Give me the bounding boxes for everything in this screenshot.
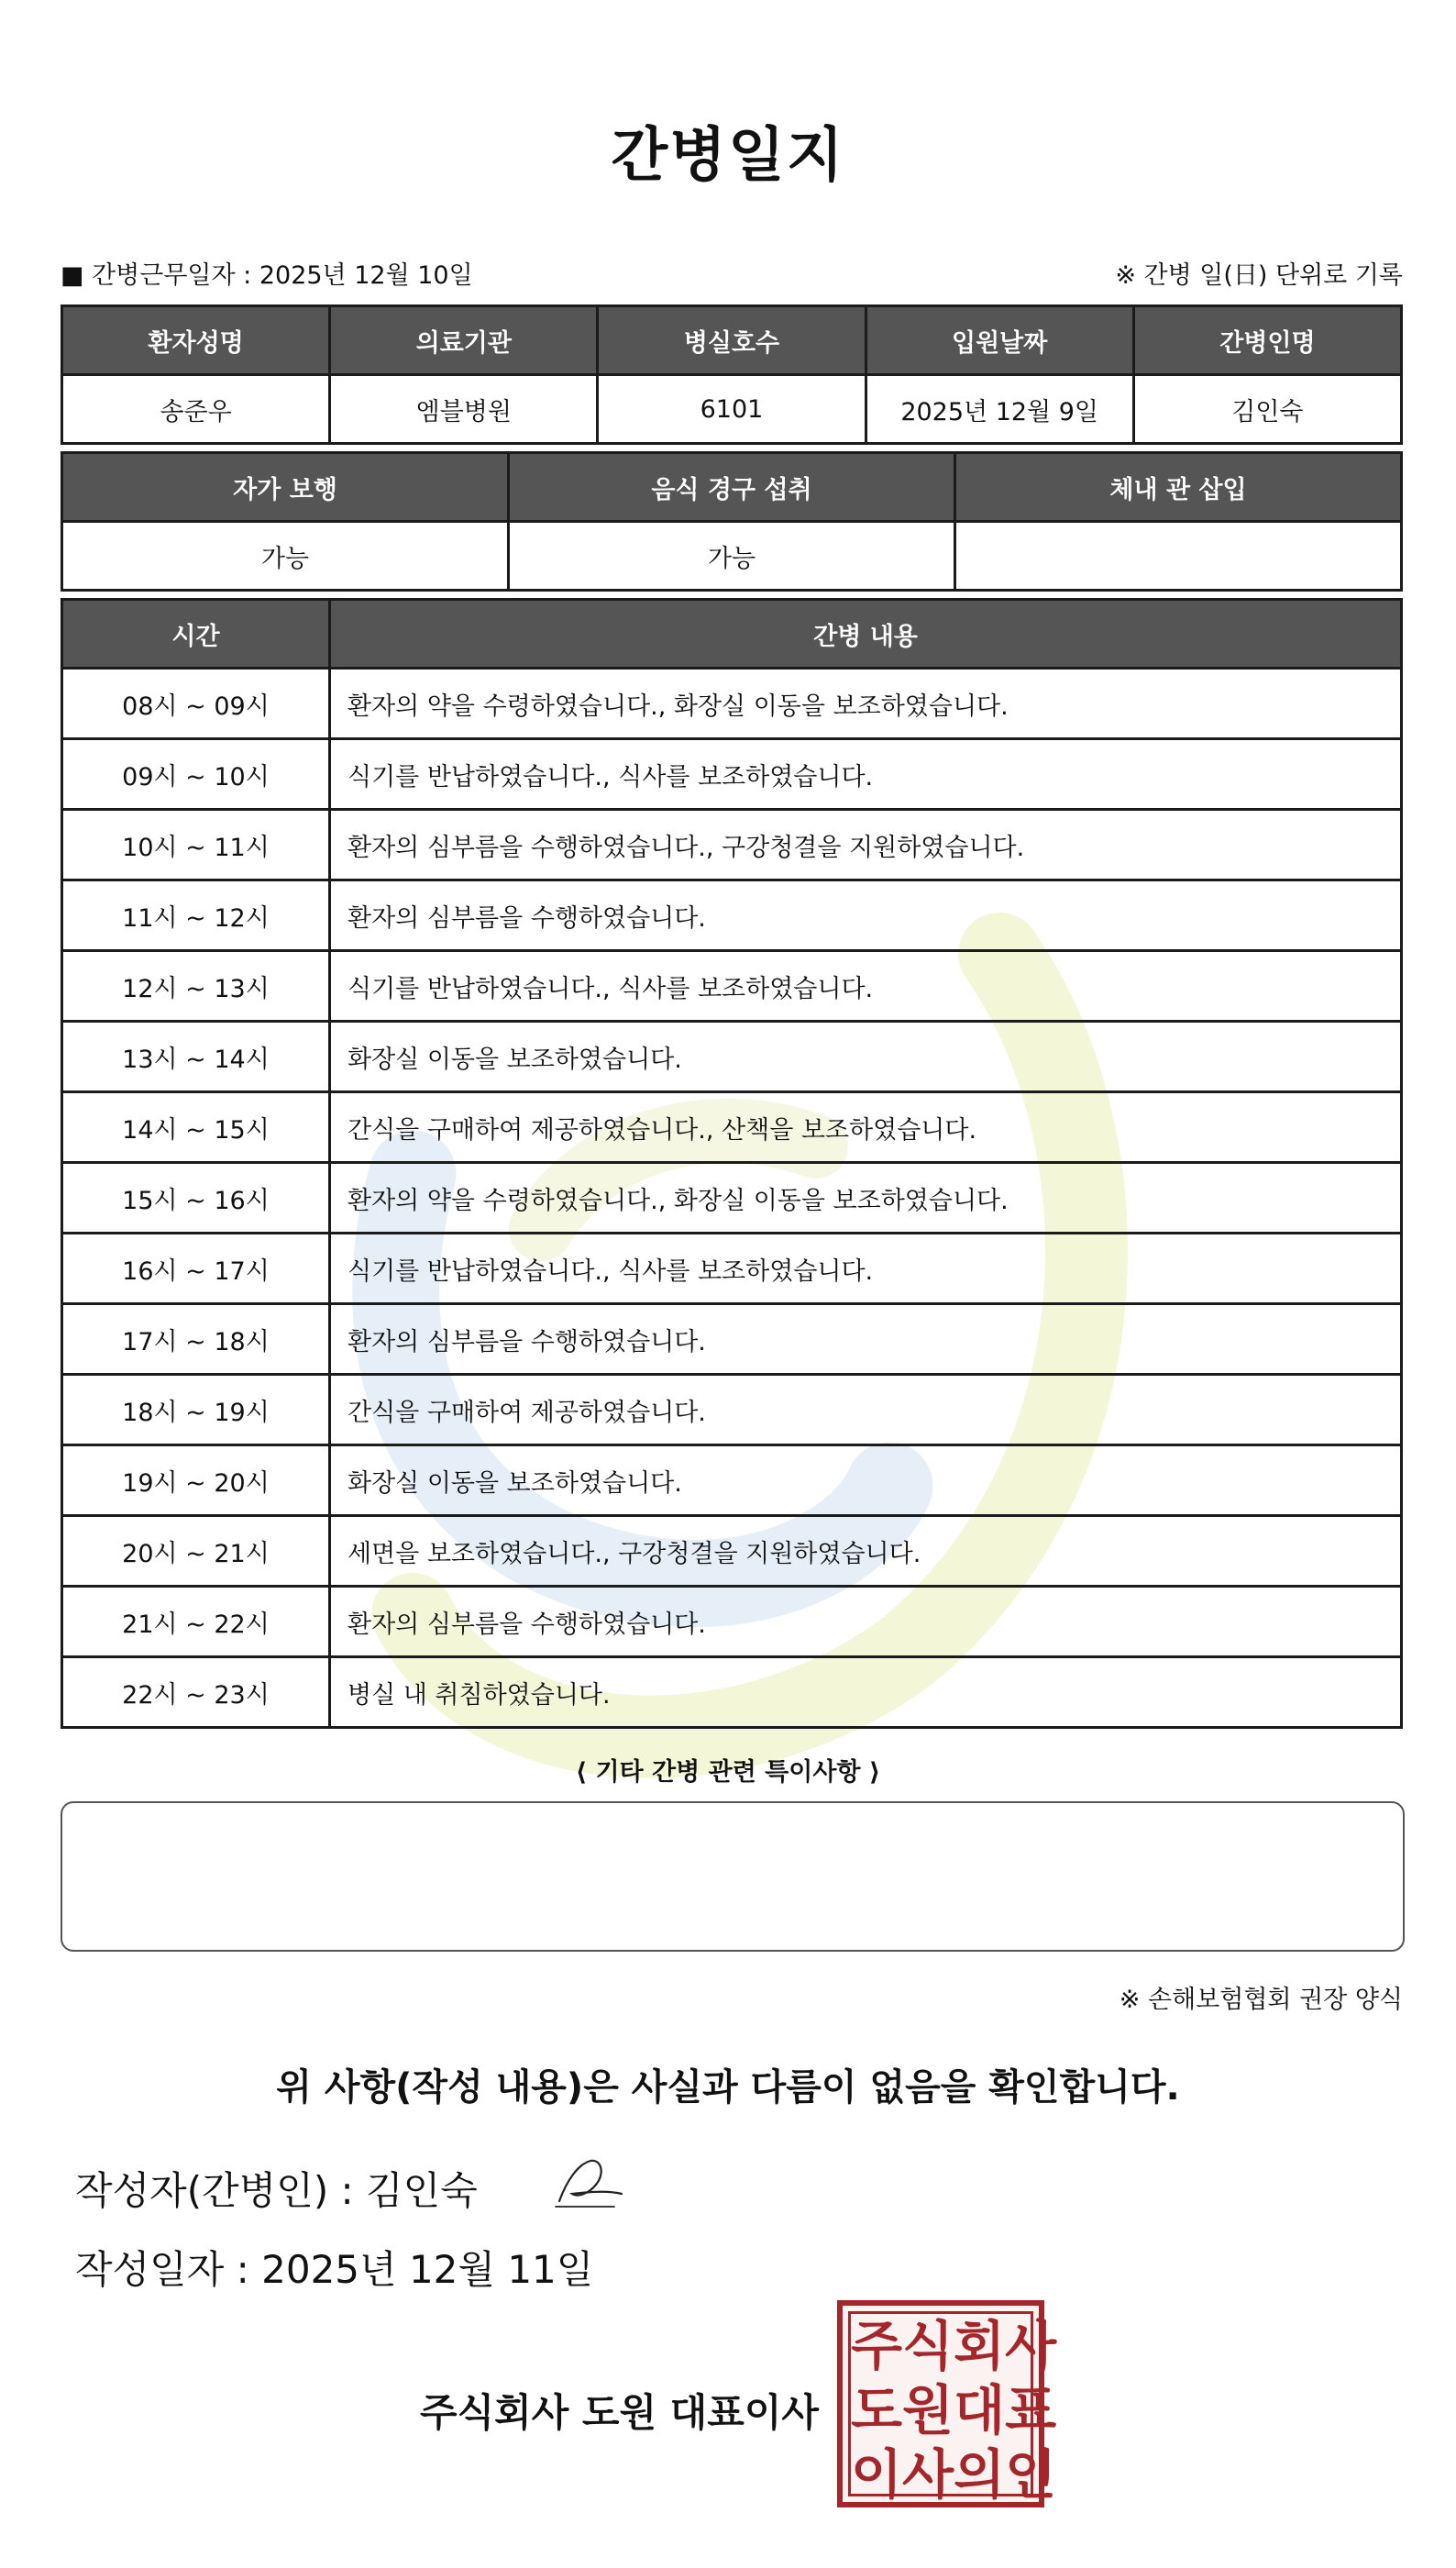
row-content: 환자의 약을 수령하였습니다., 화장실 이동을 보조하였습니다. — [330, 1163, 1402, 1234]
row-time: 13시 ~ 14시 — [62, 1022, 330, 1092]
row-content: 식기를 반납하였습니다., 식사를 보조하였습니다. — [330, 951, 1402, 1022]
header-time: 시간 — [62, 600, 330, 669]
row-time: 17시 ~ 18시 — [62, 1304, 330, 1375]
recommended-form-note: ※ 손해보험협회 권장 양식 — [1119, 1986, 1403, 2014]
row-time: 18시 ~ 19시 — [62, 1375, 330, 1445]
table-row — [62, 1587, 1402, 1657]
record-unit-note: ※ 간병 일(日) 단위로 기록 — [1115, 261, 1403, 290]
oral-intake-value: 가능 — [509, 522, 955, 591]
row-content: 환자의 심부름을 수행하였습니다. — [330, 1304, 1402, 1375]
seal-character: 사 — [1005, 2315, 1057, 2377]
row-content: 환자의 심부름을 수행하였습니다., 구강청결을 지원하였습니다. — [330, 810, 1402, 880]
seal-character: 인 — [1005, 2443, 1057, 2506]
table-row — [62, 739, 1402, 810]
table-row — [62, 1304, 1402, 1375]
signature-icon — [550, 2153, 627, 2216]
self-walking-value: 가능 — [62, 522, 509, 591]
written-date-line: 작성일자 : 2025년 12월 11일 — [75, 2247, 594, 2292]
header-self-walking: 자가 보행 — [62, 453, 509, 522]
seal-character: 식 — [902, 2315, 954, 2377]
table-row — [62, 669, 1402, 739]
seal-row — [851, 2378, 1057, 2442]
row-content: 환자의 심부름을 수행하였습니다. — [330, 880, 1402, 951]
row-content: 환자의 약을 수령하였습니다., 화장실 이동을 보조하였습니다. — [330, 669, 1402, 739]
table-row — [62, 810, 1402, 880]
table-row — [62, 1445, 1402, 1516]
row-content: 식기를 반납하였습니다., 식사를 보조하였습니다. — [330, 739, 1402, 810]
row-time: 20시 ~ 21시 — [62, 1516, 330, 1587]
seal-row — [851, 2314, 1057, 2378]
work-date: ■ 간병근무일자 : 2025년 12월 10일 — [61, 261, 473, 290]
row-time: 16시 ~ 17시 — [62, 1234, 330, 1304]
header-oral-intake: 음식 경구 섭취 — [509, 453, 955, 522]
seal-character: 원 — [902, 2379, 954, 2441]
row-time: 21시 ~ 22시 — [62, 1587, 330, 1657]
row-time: 09시 ~ 10시 — [62, 739, 330, 810]
care-log-table — [61, 598, 1403, 1729]
row-time: 19시 ~ 20시 — [62, 1445, 330, 1516]
row-content: 화장실 이동을 보조하였습니다. — [330, 1445, 1402, 1516]
row-content: 화장실 이동을 보조하였습니다. — [330, 1022, 1402, 1092]
row-content: 식기를 반납하였습니다., 식사를 보조하였습니다. — [330, 1234, 1402, 1304]
document-title: 간병일지 — [611, 122, 845, 190]
patient-info-table — [61, 304, 1403, 445]
special-notes-title: ⟨ 기타 간병 관련 특이사항 ⟩ — [575, 1758, 881, 1787]
row-content: 간식을 구매하여 제공하였습니다., 산책을 보조하였습니다. — [330, 1092, 1402, 1163]
patient-status-table — [61, 451, 1403, 592]
row-time: 11시 ~ 12시 — [62, 880, 330, 951]
row-time: 22시 ~ 23시 — [62, 1657, 330, 1728]
tube-insertion-value — [955, 522, 1402, 591]
company-seal-stamp — [837, 2300, 1057, 2507]
seal-row — [851, 2442, 1057, 2507]
seal-character: 회 — [954, 2315, 1006, 2377]
table-row — [62, 1657, 1402, 1728]
row-content: 세면을 보조하였습니다., 구강청결을 지원하였습니다. — [330, 1516, 1402, 1587]
table-row — [62, 1516, 1402, 1587]
caregiver-name: 김인숙 — [1133, 375, 1401, 444]
seal-character: 사 — [902, 2443, 954, 2506]
header-hospital: 의료기관 — [330, 306, 598, 375]
table-row — [62, 951, 1402, 1022]
table-row — [62, 1163, 1402, 1234]
seal-character: 주 — [851, 2315, 903, 2377]
seal-character: 표 — [1005, 2379, 1057, 2441]
hospital-name: 엠블병원 — [330, 375, 598, 444]
row-content: 병실 내 취침하였습니다. — [330, 1657, 1402, 1728]
header-care-content: 간병 내용 — [330, 600, 1402, 669]
header-room: 병실호수 — [598, 306, 866, 375]
room-number: 6101 — [598, 375, 866, 444]
table-row — [62, 880, 1402, 951]
row-time: 14시 ~ 15시 — [62, 1092, 330, 1163]
table-row — [62, 1375, 1402, 1445]
header-patient-name: 환자성명 — [62, 306, 330, 375]
patient-name: 송준우 — [62, 375, 330, 444]
table-row — [62, 1022, 1402, 1092]
author-line: 작성자(간병인) : 김인숙 — [75, 2168, 478, 2213]
table-row — [62, 1092, 1402, 1163]
row-content: 간식을 구매하여 제공하였습니다. — [330, 1375, 1402, 1445]
header-caregiver-name: 간병인명 — [1133, 306, 1401, 375]
company-representative: 주식회사 도원 대표이사 — [420, 2390, 819, 2435]
header-tube-insertion: 체내 관 삽입 — [955, 453, 1402, 522]
row-time: 08시 ~ 09시 — [62, 669, 330, 739]
seal-character: 도 — [851, 2379, 903, 2441]
row-time: 15시 ~ 16시 — [62, 1163, 330, 1234]
table-row — [62, 1234, 1402, 1304]
seal-border — [848, 2311, 1057, 2506]
seal-character: 이 — [851, 2443, 903, 2506]
seal-character: 의 — [954, 2443, 1006, 2506]
header-admission-date: 입원날짜 — [866, 306, 1133, 375]
row-time: 10시 ~ 11시 — [62, 810, 330, 880]
special-notes-box — [61, 1801, 1405, 1952]
seal-character: 대 — [954, 2379, 1006, 2441]
row-time: 12시 ~ 13시 — [62, 951, 330, 1022]
admission-date: 2025년 12월 9일 — [866, 375, 1133, 444]
row-content: 환자의 심부름을 수행하였습니다. — [330, 1587, 1402, 1657]
confirmation-statement: 위 사항(작성 내용)은 사실과 다름이 없음을 확인합니다. — [276, 2066, 1180, 2109]
